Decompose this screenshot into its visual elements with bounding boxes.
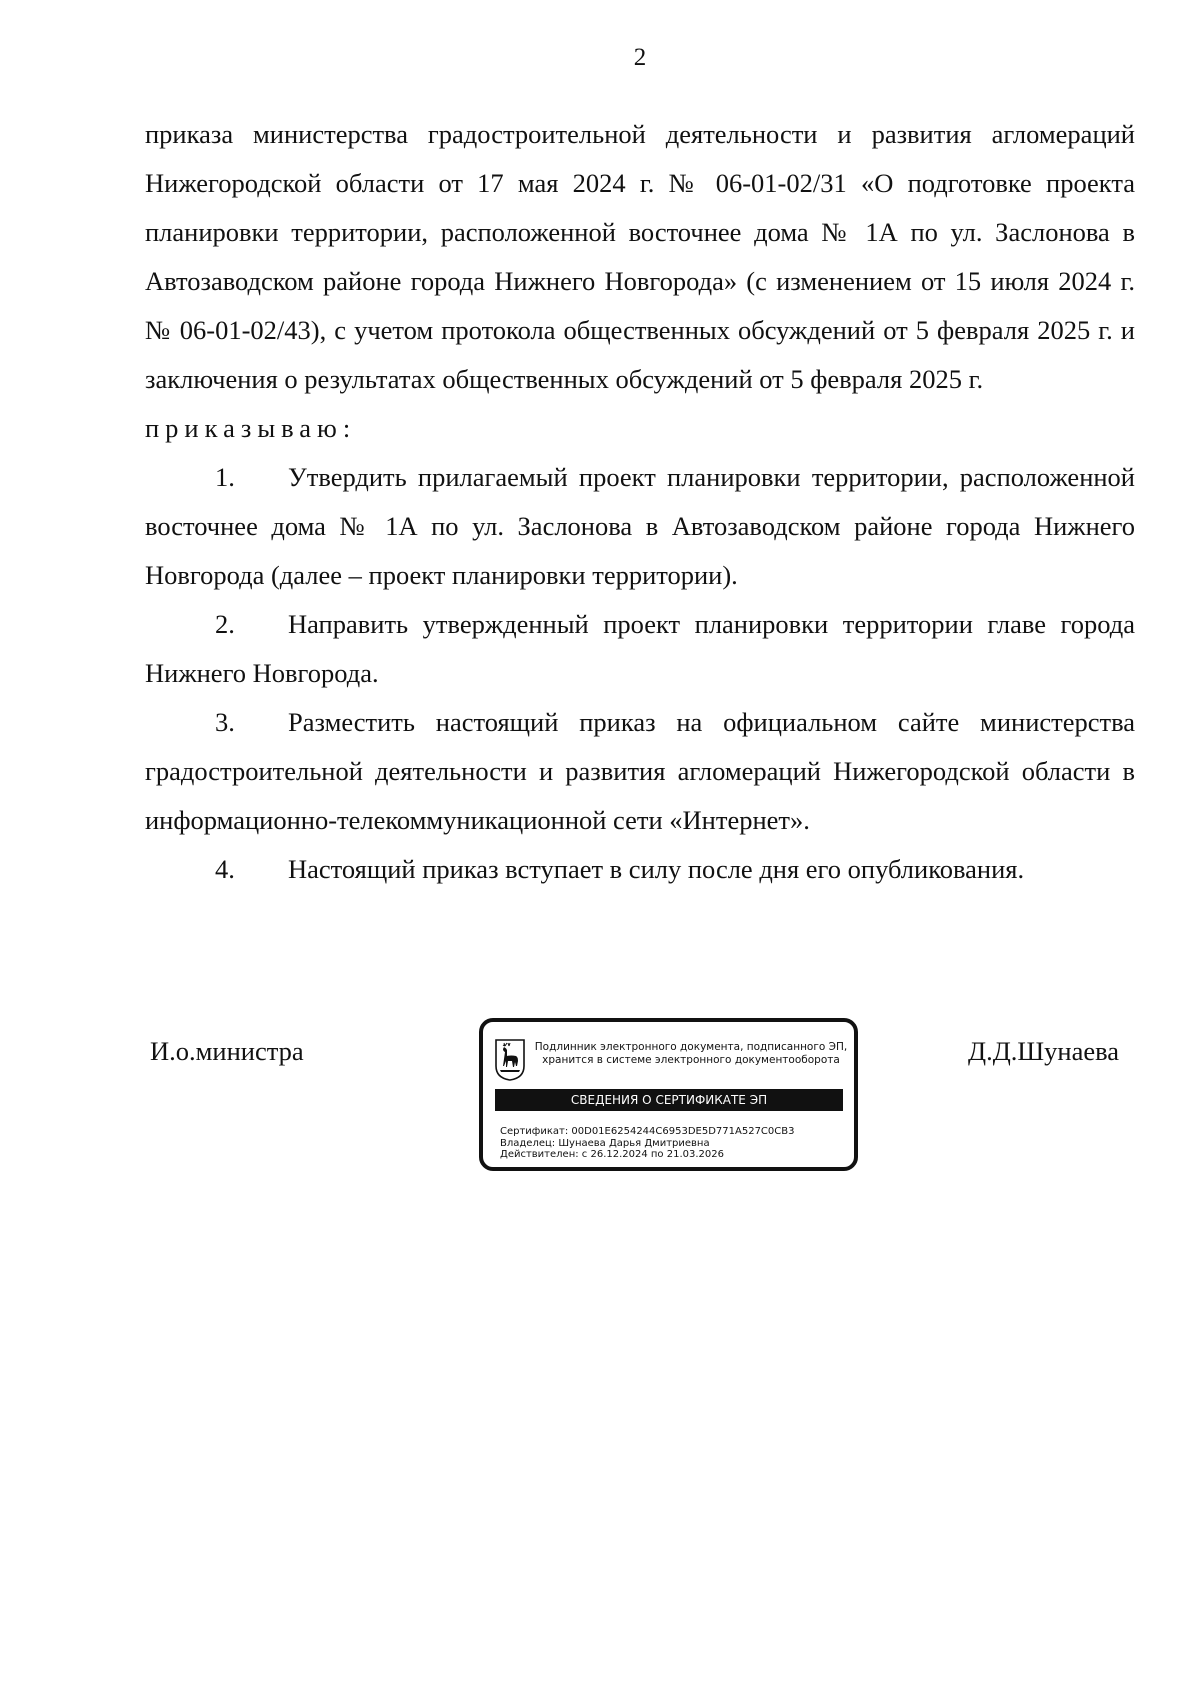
page-number: 2 bbox=[633, 44, 647, 71]
order-item-2 bbox=[145, 600, 1135, 698]
document-body bbox=[145, 110, 1135, 894]
intro-paragraph: приказа министерства градостроительной деятельности и развития агломераций Нижегородской области от 17 мая 2024 г. № 06-01-02/31 «О подготовке проекта планировки территории, расположенной восточнее дома № 1А по ул. Заслонова в Автозаводском районе города Нижнего Новгорода» (с изменением от 15 июля 2024 г. № 06-01-02/43), с учетом протокола общественных обсуждений от 5 февраля 2025 г. и заключения о результатах общественных обсуждений от 5 февраля 2025 г. bbox=[145, 119, 1135, 394]
item-text: Разместить настоящий приказ на официальном сайте министерства градостроительной деятельности и развития агломераций Нижегородской области в информационно-телекоммуникационной сети «Интернет». bbox=[145, 707, 1135, 835]
item-number: 4. bbox=[215, 854, 235, 884]
certificate-owner: Владелец: Шунаева Дарья Дмитриевна bbox=[500, 1137, 710, 1149]
item-text: Направить утвержденный проект планировки территории главе города Нижнего Новгорода. bbox=[145, 609, 1135, 688]
stamp-header-line: хранится в системе электронного документооборота bbox=[542, 1054, 840, 1066]
signatory-name: Д.Д.Шунаева bbox=[968, 1036, 1120, 1066]
order-item-3 bbox=[145, 698, 1135, 845]
certificate-details bbox=[500, 1126, 850, 1161]
item-number: 3. bbox=[215, 707, 235, 737]
certificate-info-bar: СВЕДЕНИЯ О СЕРТИФИКАТЕ ЭП bbox=[495, 1089, 843, 1111]
deer-emblem-icon bbox=[495, 1039, 525, 1081]
certificate-number: Сертификат: 00D01E6254244C6953DE5D771A527C0CB3 bbox=[500, 1126, 795, 1137]
item-text: Утвердить прилагаемый проект планировки территории, расположенной восточнее дома № 1А по ул. Заслонова в Автозаводском районе города Нижнего Новгорода (далее – проект планировки территории). bbox=[145, 462, 1135, 590]
order-item-4 bbox=[145, 845, 1135, 894]
item-number: 1. bbox=[215, 462, 235, 492]
item-text: Настоящий приказ вступает в силу после дня его опубликования. bbox=[288, 854, 1025, 884]
item-number: 2. bbox=[215, 609, 235, 639]
order-word: приказываю: bbox=[145, 413, 357, 443]
stamp-header-line: Подлинник электронного документа, подписанного ЭП, bbox=[534, 1041, 848, 1053]
stamp-header bbox=[531, 1041, 851, 1067]
signatory-position: И.о.министра bbox=[150, 1036, 304, 1066]
certificate-validity: Действителен: с 26.12.2024 по 21.03.2026 bbox=[500, 1149, 724, 1160]
electronic-signature-stamp bbox=[479, 1018, 858, 1171]
order-item-1 bbox=[145, 453, 1135, 600]
